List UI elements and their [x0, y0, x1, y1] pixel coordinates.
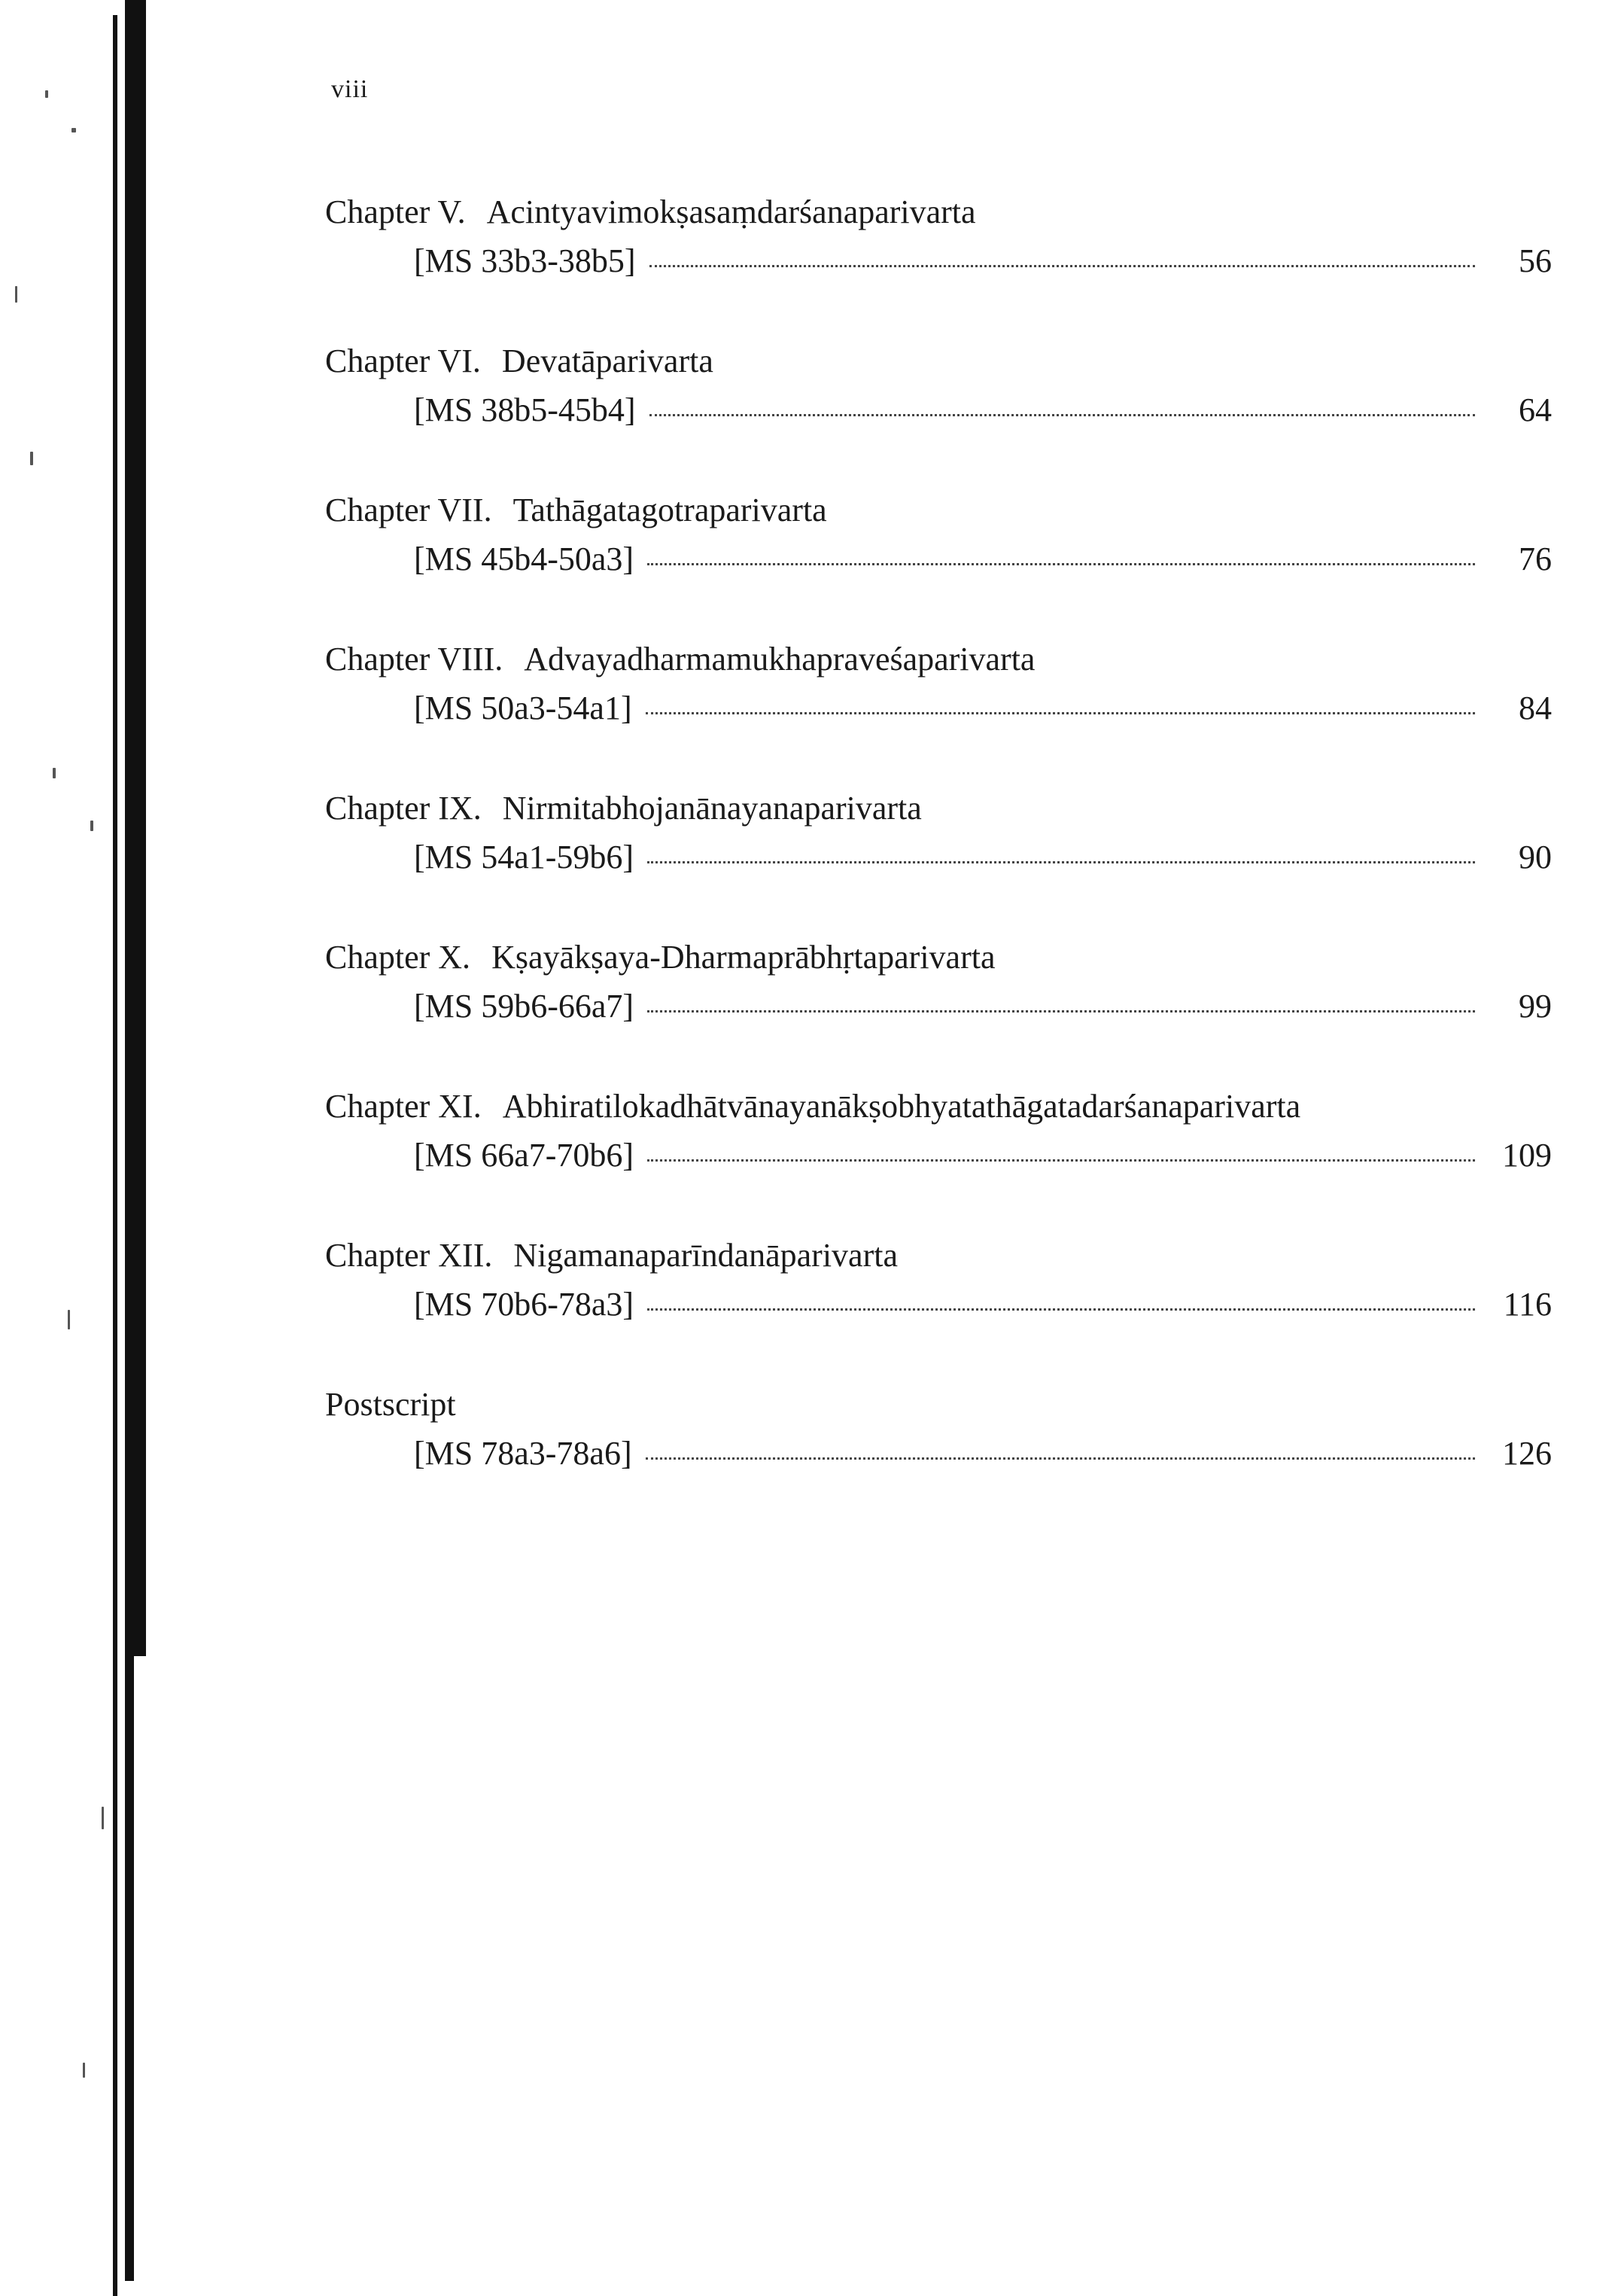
- entry-reference-line: [414, 236, 1552, 285]
- chapter-title: Devatāparivarta: [501, 343, 713, 379]
- toc-entry-chapter-xii: [325, 1232, 1552, 1381]
- manuscript-reference: [MS 45b4-50a3]: [414, 541, 634, 577]
- entry-reference-line: [414, 684, 1552, 732]
- entry-heading: [325, 188, 1552, 236]
- binding-shadow-lower: [125, 1656, 134, 2281]
- dot-leader: [647, 977, 1475, 1012]
- manuscript-reference: [MS 38b5-45b4]: [414, 391, 636, 428]
- scan-speck: [68, 1310, 70, 1329]
- dot-leader: [649, 232, 1475, 267]
- entry-heading: [325, 486, 1552, 534]
- page-reference: 90: [1519, 839, 1552, 875]
- chapter-title: Nirmitabhojanānayanaparivarta: [502, 790, 922, 827]
- page-number: viii: [331, 75, 369, 103]
- chapter-title: Abhiratilokadhātvānayanākṣobhyatathāgatadarśanaparivarta: [502, 1088, 1301, 1125]
- chapter-label: Chapter V.: [325, 193, 466, 230]
- chapter-title: Kṣayākṣaya-Dharmaprābhṛtaparivarta: [491, 939, 996, 976]
- toc-entry-chapter-ix: [325, 784, 1552, 933]
- manuscript-reference: [MS 70b6-78a3]: [414, 1286, 634, 1323]
- dot-leader: [649, 381, 1475, 416]
- chapter-title: Advayadharmamukhapraveśaparivarta: [524, 641, 1036, 678]
- binding-shadow-left: [113, 15, 117, 2296]
- dot-leader: [647, 1275, 1475, 1311]
- scan-speck: [71, 128, 76, 132]
- dot-leader: [647, 828, 1475, 863]
- chapter-title: Nigamanaparīndanāparivarta: [513, 1237, 898, 1274]
- entry-reference-line: [414, 534, 1552, 583]
- toc-entry-chapter-vi: [325, 337, 1552, 486]
- dot-leader: [647, 1126, 1475, 1162]
- chapter-label: Chapter VI.: [325, 343, 481, 379]
- entry-heading: [325, 635, 1552, 684]
- page-reference: 116: [1503, 1286, 1552, 1323]
- toc-entry-chapter-viii: [325, 635, 1552, 784]
- manuscript-reference: [MS 50a3-54a1]: [414, 690, 632, 726]
- scan-speck: [102, 1807, 104, 1829]
- page-reference: 64: [1519, 391, 1552, 428]
- toc-entry-chapter-vii: [325, 486, 1552, 635]
- entry-reference-line: [414, 385, 1552, 434]
- entry-reference-line: [414, 1429, 1552, 1477]
- dot-leader: [646, 1424, 1475, 1460]
- entry-heading: [325, 1232, 1552, 1280]
- scan-speck: [30, 452, 33, 465]
- page-reference: 109: [1502, 1137, 1552, 1174]
- manuscript-reference: [MS 54a1-59b6]: [414, 839, 634, 875]
- chapter-label: Chapter VII.: [325, 492, 492, 528]
- scan-speck: [83, 2063, 85, 2078]
- page-reference: 126: [1502, 1435, 1552, 1472]
- entry-reference-line: [414, 1280, 1552, 1328]
- dot-leader: [646, 679, 1475, 714]
- scan-speck: [90, 821, 93, 831]
- entry-heading: [325, 1083, 1552, 1131]
- entry-heading: [325, 784, 1552, 833]
- entry-reference-line: [414, 833, 1552, 881]
- chapter-title: Acintyavimokṣasaṃdarśanaparivarta: [486, 193, 976, 230]
- chapter-label: Chapter XI.: [325, 1088, 482, 1125]
- chapter-label: Chapter X.: [325, 939, 471, 976]
- binding-shadow-main: [125, 0, 146, 1656]
- postscript-label: Postscript: [325, 1386, 456, 1423]
- chapter-title: Tathāgatagotraparivarta: [512, 492, 827, 528]
- scan-speck: [53, 768, 56, 778]
- chapter-label: Chapter XII.: [325, 1237, 493, 1274]
- entry-reference-line: [414, 982, 1552, 1030]
- entry-heading: [325, 337, 1552, 385]
- scan-speck: [15, 286, 17, 303]
- manuscript-reference: [MS 78a3-78a6]: [414, 1435, 632, 1472]
- dot-leader: [647, 530, 1475, 565]
- page-reference: 56: [1519, 242, 1552, 279]
- manuscript-reference: [MS 59b6-66a7]: [414, 988, 634, 1025]
- table-of-contents: [325, 188, 1552, 1530]
- toc-entry-postscript: [325, 1381, 1552, 1530]
- toc-entry-chapter-xi: [325, 1083, 1552, 1232]
- chapter-label: Chapter IX.: [325, 790, 482, 827]
- toc-entry-chapter-x: [325, 933, 1552, 1083]
- page-reference: 76: [1519, 541, 1552, 577]
- scan-speck: [45, 90, 48, 98]
- entry-heading: [325, 933, 1552, 982]
- page-reference: 99: [1519, 988, 1552, 1025]
- toc-entry-chapter-v: [325, 188, 1552, 337]
- entry-reference-line: [414, 1131, 1552, 1179]
- page-reference: 84: [1519, 690, 1552, 726]
- entry-heading: [325, 1381, 1552, 1429]
- chapter-label: Chapter VIII.: [325, 641, 503, 678]
- manuscript-reference: [MS 33b3-38b5]: [414, 242, 636, 279]
- manuscript-reference: [MS 66a7-70b6]: [414, 1137, 634, 1174]
